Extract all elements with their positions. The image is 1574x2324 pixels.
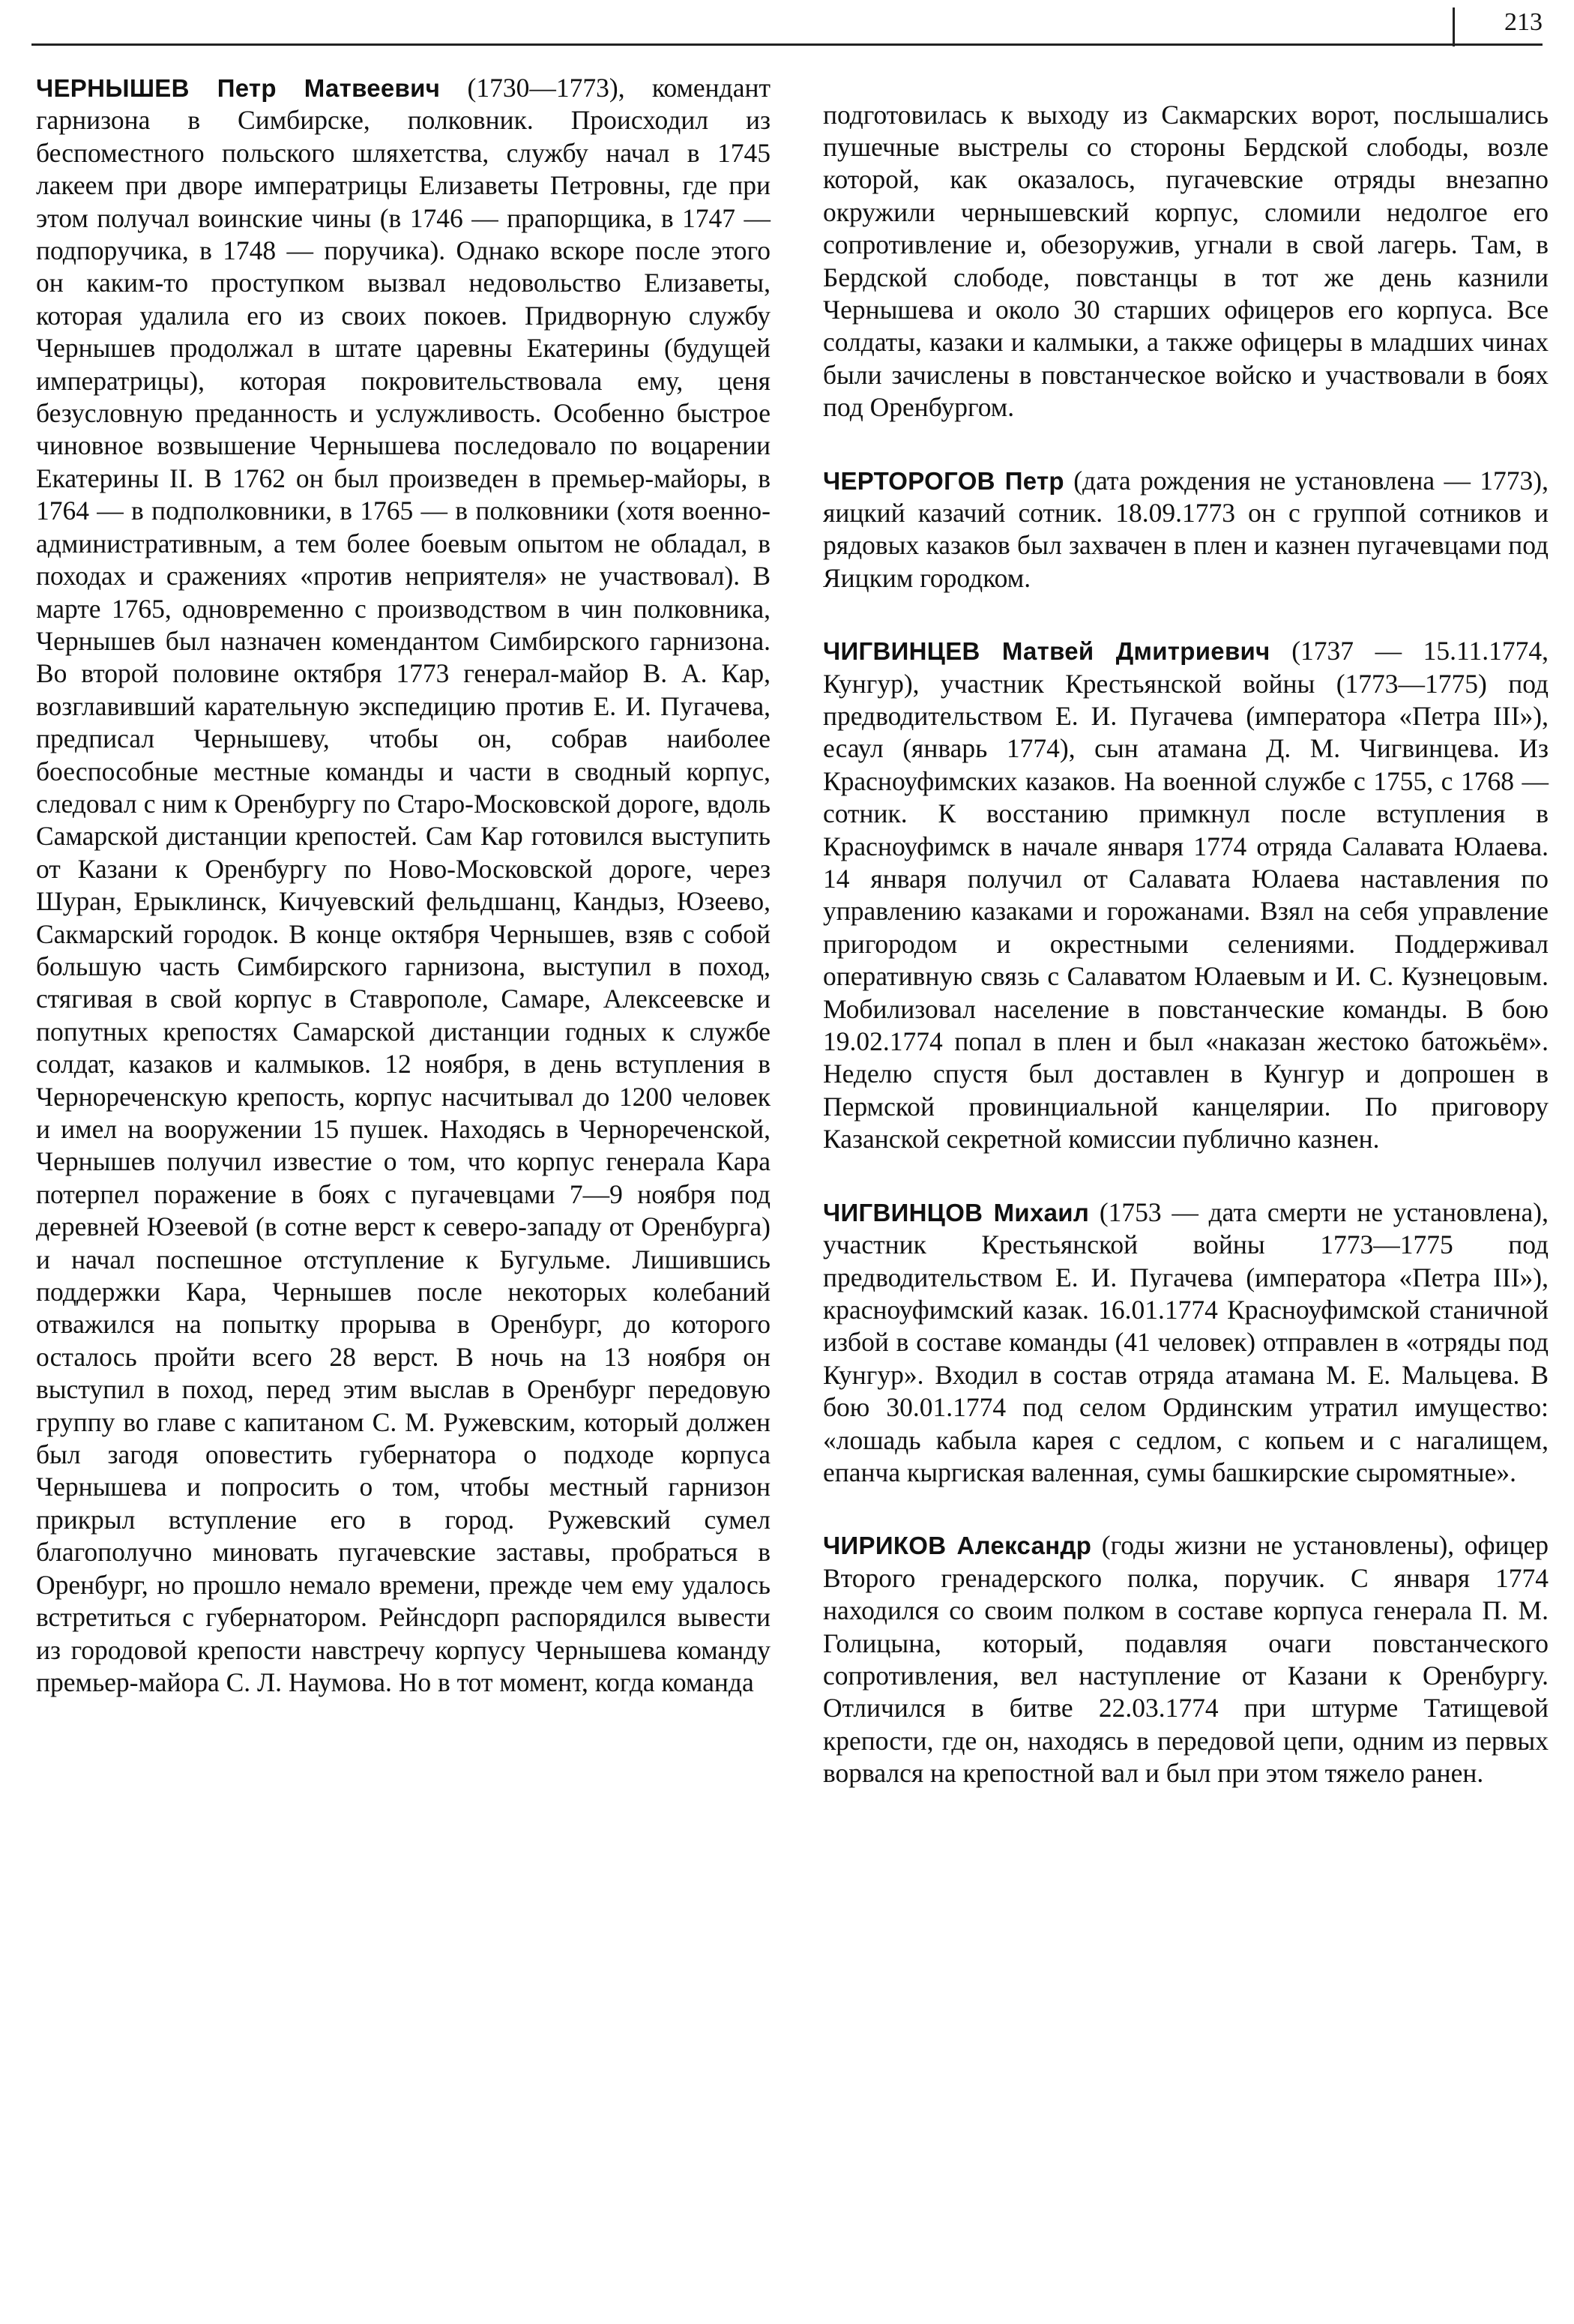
entry-text: (1730—1773), комендант гарнизона в Симбирске, полковник. Происходил из беспоместного польского шляхетства, службу начал в 1745 лакеем при дворе императрицы Елизаветы Петровны, где при этом получал воинские чины (в 1746 — прапорщика, в 1747 — подпоручика, в 1748 — поручика). Однако вскоре после этого он каким-то проступком вызвал недовольство Елизаветы, которая удалила его из своих покоев. Придворную службу Чернышев продолжал в штате царевны Екатерины (будущей императрицы), которая покровительствовала ему, ценя безусловную преданность и услужливость. Особенно быстрое чиновное возвышение Чернышева последовало по воцарении Екатерины II. В 1762 он был произведен в премьер-майоры, в 1764 — в подполковники, в 1765 — в полковники (хотя военно-административным, а тем более боевым опытом не обладал, в походах и сражениях «против неприятеля» не участвовал). В марте 1765, одновременно с производством в чин полковника, Чернышев был назначен комендантом Симбирского гарнизона. Во второй половине октября 1773 генерал-майор В. А. Кар, возглавивший карательную экспедицию против Е. И. Пугачева, предписал Чернышеву, чтобы он, собрав наиболее боеспособные местные команды и части в сводный корпус, следовал с ним к Оренбургу по Старо-Московской дороге, вдоль Самарской дистанции крепостей. Сам Кар готовился выступить от Казани к Оренбургу по Ново-Московской дороге, через Шуран, Ерыклинск, Кичуевский фельдшанц, Кандыз, Юзеево, Сакмарский городок. В конце октября Чернышев, взяв с собой большую часть Симбирского гарнизона, выступил в поход, стягивая в свой корпус в Ставрополе, Самаре, Алексеевске и попутных крепостях Самарской дистанции годных к службе солдат, казаков и калмыков. 12 ноября, в день вступления в Чернореченскую крепость, корпус насчитывал до 1200 человек и имел на вооружении 15 пушек. Находясь в Чернореченской, Чернышев получил известие о том, что корпус генерала Кара потерпел поражение в боях с пугачевцами 7—9 ноября под деревней Юзеевой (в сотне верст к северо-западу от Оренбурга) и начал поспешное отступление к Бугульме. Лишившись поддержки Кара, Чернышев после некоторых колебаний отважился на попытку прорыва в Оренбург, до которого осталось пройти всего 28 верст. В ночь на 13 ноября он выступил в поход, перед этим выслав в Оренбург передовую группу во главе с капитаном С. М. Ружевским, который должен был загодя оповестить губернатора о подходе корпуса Чернышева и попросить о том, чтобы местный гарнизон прикрыл вступление его в город. Ружевский сумел благополучно миновать пугачевские заставы, пробраться в Оренбург, но прошло немало времени, прежде чем ему удалось встретиться с губернатором. Рейнсдорп распорядился вывести из городовой крепости навстречу корпусу Чернышева команду премьер-майора С. Л. Наумова. Но в тот момент, когда команда (36, 73, 771, 1697)
left-column (36, 72, 771, 1739)
entry-name: ЧИГВИНЦОВ Михаил (823, 1198, 1090, 1226)
right-column (823, 72, 1549, 1831)
entry-body (823, 1529, 1549, 1789)
entry-name: ЧИРИКОВ Александр (823, 1532, 1092, 1560)
continuation-text: подготовилась к выходу из Сакмарских ворот, послышались пушечные выстрелы со стороны Бердской слободы, возле которой, как оказалось, пугачевские отряды внезапно окружили чернышевский корпус, сломили недолгое его сопротивление и, обезоружив, угнали в свой лагерь. Там, в Бердской слободе, повстанцы в тот же день казнили Чернышева и около 30 старших офицеров его корпуса. Все солдаты, казаки и калмыки, а также офицеры в младших чинах были зачислены в повстанческое войско и участвовали в боях под Оренбургом. (823, 99, 1549, 423)
header-divider (1453, 7, 1455, 46)
entry-text: (годы жизни не установлены), офицер Второго гренадерского полка, поручик. С января 1774 находился со своим полком в составе корпуса генерала П. М. Голицына, который, подавляя очаги повстанческого сопротивления, вел наступление от Казани к Оренбургу. Отличился в битве 22.03.1774 при штурме Татищевой крепости, где он, находясь в передовой цепи, одним из первых ворвался на крепостной вал и был при этом тяжело ранен. (823, 1530, 1549, 1789)
entry-text: (дата рождения не установлена — 1773), яицкий казачий сотник. 18.09.1773 он с группой сотников и рядовых казаков был захвачен в плен и казнен пугачевцами под Яицким городком. (823, 465, 1549, 593)
entry-name: ЧЕРТОРОГОВ Петр (823, 466, 1064, 495)
entry-body (36, 72, 771, 1699)
entry-chertorogov (823, 465, 1549, 595)
page-number: 213 (1504, 8, 1543, 36)
entry-chernyshev (36, 72, 771, 1699)
entry-chigvintsov (823, 1196, 1549, 1490)
entry-name: ЧЕРНЫШЕВ Петр Матвеевич (36, 74, 441, 102)
entry-body (823, 635, 1549, 1156)
entry-text: (1753 — дата смерти не установлена), участник Крестьянской войны 1773—1775 под предводительством Е. И. Пугачева (императора «Петра III»), красноуфимский казак. 16.01.1774 Красноуфимской станичной избой в составе команды (41 человек) отправлен в «отряды под Кунгур». Входил в состав отряда атамана М. Е. Мальцева. В бою 30.01.1774 под селом Ординским утратил имущество: «лошадь кабыла карея с седлом, с копьем и с нагалищем, епанча кыргиская валенная, сумы башкирские сыромятные». (823, 1196, 1549, 1487)
entry-chigvintsev (823, 635, 1549, 1156)
header-rule (31, 43, 1543, 46)
entry-name: ЧИГВИНЦЕВ Матвей Дмитриевич (823, 637, 1270, 666)
entry-text: (1737 — 15.11.1774, Кунгур), участник Крестьянской войны (1773—1775) под предводительством Е. И. Пугачева (императора «Петра III»), есаул (январь 1774), сын атамана Д. М. Чигвинцева. Из Красноуфимских казаков. На военной службе с 1755, с 1768 — сотник. К восстанию примкнул после вступления в Красноуфимск в начале января 1774 отряда Салавата Юлаева. 14 января получил от Салавата Юлаева наставления по управлению казаками и горожанами. Взял на себя управление пригородом и окрестными селениями. Поддерживал оперативную связь с Салаватом Юлаевым и И. С. Кузнецовым. Мобилизовал население в повстанческие команды. В бою 19.02.1774 попал в плен и был «наказан жестоко батожьём». Неделю спустя был доставлен в Кунгур и допрошен в Пермской провинциальной канцелярии. По приговору Казанской секретной комиссии публично казнен. (823, 636, 1549, 1155)
entry-body (823, 465, 1549, 595)
entry-body (823, 1196, 1549, 1490)
entry-continuation (823, 99, 1549, 424)
entry-chirikov (823, 1529, 1549, 1789)
